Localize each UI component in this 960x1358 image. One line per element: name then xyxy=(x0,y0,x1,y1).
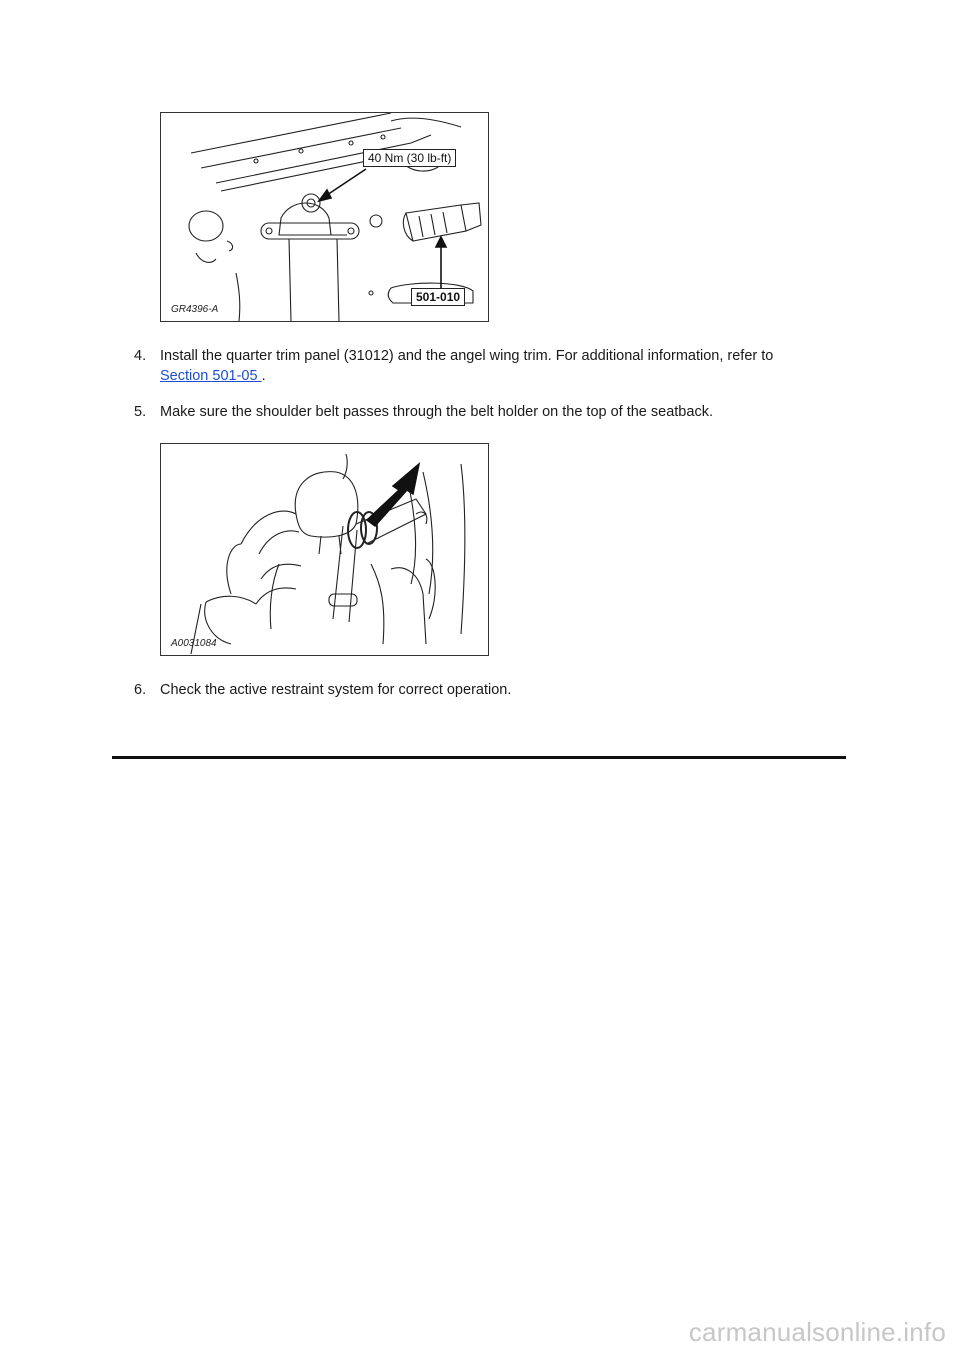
section-501-05-link[interactable]: Section 501-05 xyxy=(160,368,262,384)
step-text: Check the active restraint system for correct operation. xyxy=(160,682,512,698)
step-number: 6. xyxy=(134,682,147,698)
step-5 xyxy=(134,402,864,422)
torque-callout: 40 Nm (30 lb-ft) xyxy=(363,149,456,167)
watermark: carmanualsonline.info xyxy=(688,1317,946,1347)
section-divider xyxy=(112,756,846,759)
step-6 xyxy=(134,680,864,700)
step-number: 4. xyxy=(134,348,147,364)
figure-belt-anchor xyxy=(160,112,489,322)
figure-id-label: GR4396-A xyxy=(171,304,219,315)
figure-id-label: A0031084 xyxy=(171,638,217,649)
step-text-suffix: . xyxy=(261,368,266,384)
step-text: Make sure the shoulder belt passes through the belt holder on the top of the seatback. xyxy=(160,404,713,420)
step-4 xyxy=(134,346,864,386)
figure-belt-holder xyxy=(160,443,489,656)
step-number: 5. xyxy=(134,404,147,420)
step-text: Install the quarter trim panel (31012) and the angel wing trim. For additional information, refer to xyxy=(160,348,774,364)
tool-number-callout: 501-010 xyxy=(411,288,465,306)
belt-holder-illustration xyxy=(161,444,488,655)
